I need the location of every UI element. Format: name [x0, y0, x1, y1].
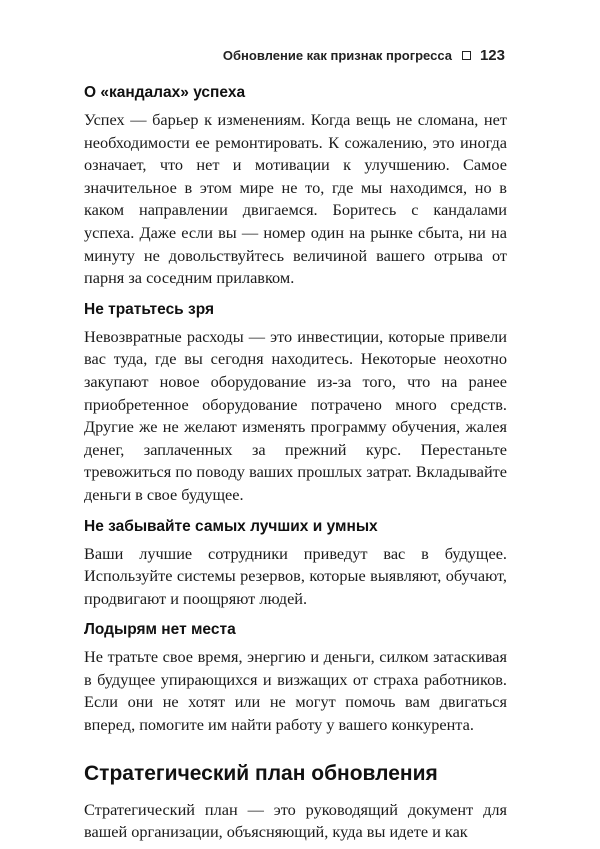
chapter-heading: Стратегический план обновления: [84, 761, 438, 785]
chapter-strategic-plan: [84, 761, 507, 844]
section-paragraph: Не тратьте свое время, энергию и деньги, силком затаскивая в будущее упирающихся и визжащих от страха работников. Если они не хотят или не могут помочь вам двигаться вперед, помогите им найти работу у вашего конкурента.: [84, 647, 507, 735]
page-content: [84, 83, 507, 844]
section-heading: Не забывайте самых лучших и умных: [84, 517, 378, 535]
chapter-paragraph: Стратегический план — это руководящий документ для вашей организации, объясняющий, куда вы идете и как: [84, 799, 507, 842]
section-no-place-for-idlers: [84, 620, 507, 736]
section-paragraph: Ваши лучшие сотрудники приведут вас в будущее. Используйте системы резервов, которые выявляют, обучают, продвигают и поощряют людей.: [84, 543, 507, 608]
running-head: [223, 47, 505, 64]
section-dont-waste: [84, 300, 507, 507]
section-best-and-brightest: [84, 517, 507, 611]
running-head-title: Обновление как признак прогресса: [222, 48, 452, 63]
section-heading: Лодырям нет места: [84, 621, 236, 639]
section-heading: Не тратьтесь зря: [84, 300, 215, 318]
section-paragraph: Невозвратные расходы — это инвестиции, которые привели вас туда, где вы сегодня находитесь. Некоторые неохотно закупают новое оборудование из-за того, что на ранее приобретенное оборудование потрачено много средств. Другие же не желают изменять программу обучения, жалея денег, заплаченных за прежний курс. Перестаньте тревожиться по поводу ваших прошлых затрат. Вкладывайте деньги в свое будущее.: [84, 326, 507, 504]
section-heading: О «кандалах» успеха: [84, 84, 246, 101]
page-number: 123: [479, 47, 505, 64]
section-success-shackles: [84, 83, 507, 290]
section-paragraph: Успех — барьер к изменениям. Когда вещь не сломана, нет необходимости ее ремонтировать. К сожалению, это иногда означает, что нет и мотивации к улучшению. Самое значительное в этом мире не то, где мы находимся, но в каком направлении двигаемся. Боритесь с кандалами успеха. Даже если вы — номер один на рынке сбыта, ни на минуту не довольствуйтесь величиной вашего отрыва от парня за соседним прилавком.: [84, 110, 507, 288]
square-bullet-icon: [462, 51, 471, 60]
